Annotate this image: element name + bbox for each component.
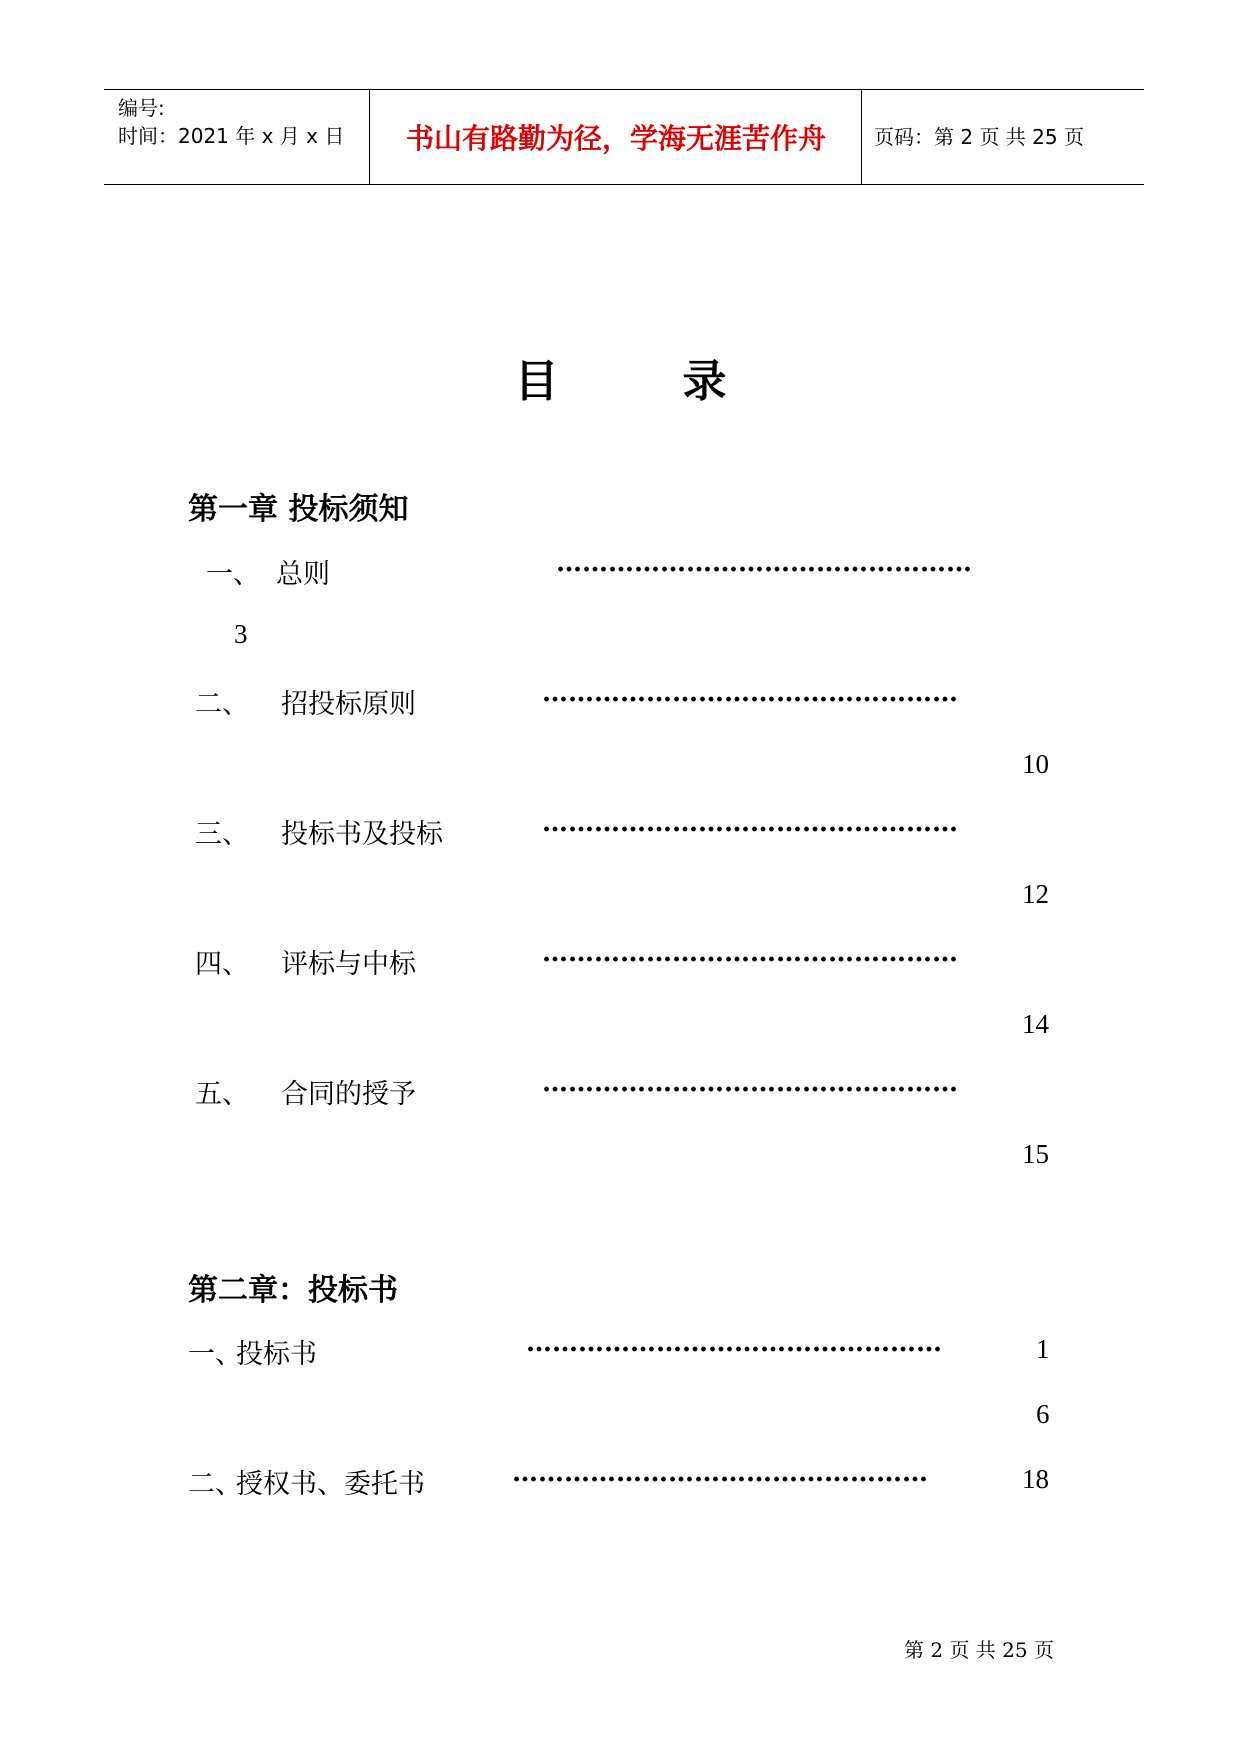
chapter-heading: 第一章 投标须知 <box>188 492 409 527</box>
header-page-info: 页码：第 2 页 共 25 页 <box>874 125 1084 149</box>
toc-leader: ………………………………………… <box>542 808 958 838</box>
toc-item-number: 一、 <box>188 1339 242 1370</box>
toc-item-page: 12 <box>1022 879 1049 909</box>
toc-item-label: 投标书及投标 <box>281 819 443 850</box>
toc-item-label: 招投标原则 <box>281 689 416 720</box>
toc-item-label: 合同的授予 <box>281 1079 416 1110</box>
toc-item-page: 3 <box>234 619 248 649</box>
toc-item-label: 授权书、委托书 <box>236 1469 425 1500</box>
toc-item-number: 三、 <box>195 819 249 850</box>
page-footer: 第 2 页 共 25 页 <box>904 1638 1054 1662</box>
toc-item-page: 15 <box>1022 1139 1049 1169</box>
header-left <box>118 94 344 150</box>
page-title: 目录 <box>514 356 851 407</box>
toc-leader: ………………………………………… <box>526 1328 942 1358</box>
toc-item-page: 14 <box>1022 1009 1049 1039</box>
page-header <box>104 89 1144 185</box>
toc-leader: ………………………………………… <box>512 1458 928 1488</box>
toc-item-page: 18 <box>1022 1464 1049 1494</box>
chapter-heading: 第二章：投标书 <box>188 1273 398 1308</box>
toc-item-number: 二、 <box>195 689 249 720</box>
toc-item-number: 一、 <box>206 559 260 590</box>
toc-item-page: 10 <box>1022 749 1049 779</box>
time-label: 时间：2021 年 x 月 x 日 <box>118 124 345 148</box>
serial-label: 编号: <box>118 96 165 120</box>
toc-leader: ………………………………………… <box>556 548 972 578</box>
toc-leader: ………………………………………… <box>542 1068 958 1098</box>
toc-item-label: 投标书 <box>236 1339 317 1370</box>
toc-item-number: 二、 <box>188 1469 242 1500</box>
header-divider <box>861 90 862 184</box>
header-divider <box>369 90 370 184</box>
toc-item-number: 四、 <box>195 949 249 980</box>
toc-item-number: 五、 <box>195 1079 249 1110</box>
toc-item-page-continued: 6 <box>1036 1399 1050 1429</box>
toc-leader: ………………………………………… <box>542 938 958 968</box>
toc-leader: ………………………………………… <box>542 678 958 708</box>
toc-item-page: 1 <box>1036 1334 1050 1364</box>
header-motto: 书山有路勤为径，学海无涯苦作舟 <box>405 122 826 155</box>
toc-item-label: 总则 <box>276 559 330 590</box>
toc-item-label: 评标与中标 <box>281 949 416 980</box>
